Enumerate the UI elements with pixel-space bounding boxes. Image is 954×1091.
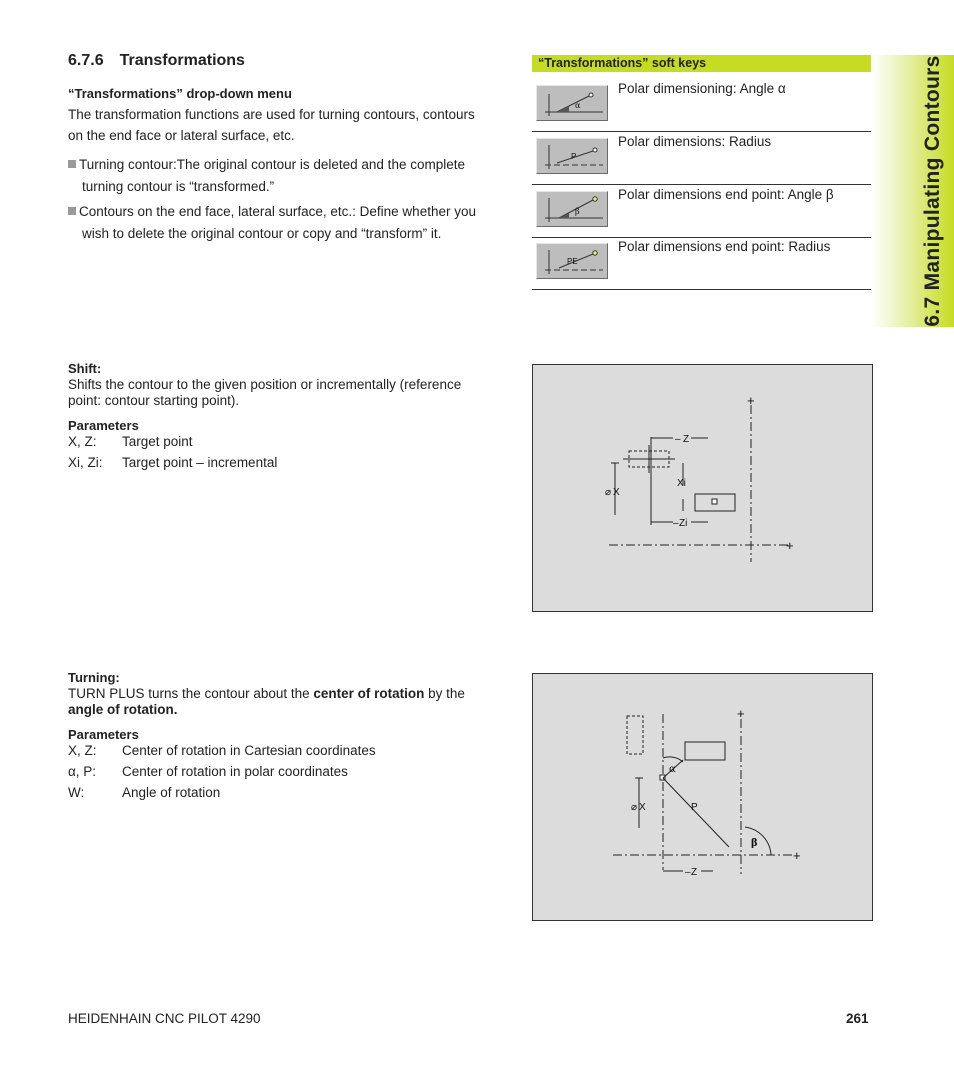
softkey-label: Polar dimensions end point: Angle β [618,187,834,202]
param-desc: Target point [122,434,193,449]
shift-params [68,431,277,473]
softkey-label: Polar dimensions: Radius [618,134,772,149]
section-heading [68,52,245,70]
plus-z-label: + [793,848,801,863]
z-dim-label: Z [683,434,690,445]
plus-z-label: + [786,538,794,553]
endpoint-angle-key-icon[interactable] [536,191,608,227]
intro-line: The transformation functions are used for turning contours, contours [68,107,475,122]
shift-description [68,377,461,409]
softkey-row [532,79,873,132]
turning-params-heading: Parameters [68,727,139,742]
bullet-item [68,201,476,245]
page-number: 261 [846,1011,869,1026]
key-glyph: β [575,207,580,216]
z-dim-label: Z [691,867,698,878]
turning-heading: Turning: [68,670,120,685]
param-key: Xi, Zi: [68,455,103,470]
endpoint-radius-key-icon[interactable] [536,243,608,279]
p-label: P [691,802,698,813]
bullet-square-icon [68,207,76,215]
footer-product: HEIDENHAIN CNC PILOT 4290 [68,1011,261,1026]
bullet-line: wish to delete the original contour or copy and “transform” it. [82,226,442,241]
chapter-side-tab-label: 6.7 Manipulating Contours [921,55,944,327]
bullet-item [68,154,465,198]
dropdown-heading: “Transformations” drop-down menu [68,86,292,101]
dropdown-intro [68,104,475,146]
softkey-label: Polar dimensions end point: Radius [618,239,831,254]
turning-description [68,686,465,718]
param-desc: Center of rotation in polar coordinates [122,764,348,779]
shift-figure [532,364,873,612]
plus-x-label: + [747,393,755,408]
bullet-square-icon [68,160,76,168]
x-dia-label: ⌀ X [605,487,620,498]
svg-text:–: – [685,867,691,878]
key-glyph: PE [567,257,578,266]
param-key: X, Z: [68,743,97,758]
turning-params [68,740,376,803]
plus-x-label: + [737,706,745,721]
turning-line: angle of rotation. [68,702,178,717]
param-row [68,782,376,803]
section-number: 6.7.6 [68,52,104,69]
chapter-side-tab [871,55,954,327]
key-glyph: α [575,101,581,110]
beta-label: β [751,838,758,849]
param-row [68,740,376,761]
shift-line: Shifts the contour to the given position or incrementally (reference [68,377,462,392]
key-glyph: P [571,152,577,161]
param-row [68,431,277,452]
param-key: α, P: [68,764,97,779]
param-desc: Target point – incremental [122,455,278,470]
section-title: Transformations [119,52,245,69]
xi-dim-label: Xi [677,478,686,489]
polar-angle-key-icon[interactable] [536,85,608,121]
svg-text:–: – [673,518,679,529]
param-key: X, Z: [68,434,97,449]
turning-line: TURN PLUS turns the contour about the center of rotation by the [68,686,465,701]
z-label: – [675,434,681,445]
x-dia-label: ⌀ X [631,802,646,813]
shift-params-heading: Parameters [68,418,139,433]
param-desc: Center of rotation in Cartesian coordinates [122,743,376,758]
param-row [68,761,376,782]
polar-radius-key-icon[interactable] [536,138,608,174]
bullet-line: Turning contour:The original contour is deleted and the complete [79,157,465,172]
intro-line: on the end face or lateral surface, etc. [68,128,295,143]
param-key: W: [68,785,85,800]
bullet-line: turning contour is “transformed.” [82,179,275,194]
bullet-line: Contours on the end face, lateral surface, etc.: Define whether you [79,204,476,219]
alpha-label: α [669,764,676,775]
softkey-label: Polar dimensioning: Angle α [618,81,786,96]
shift-heading: Shift: [68,361,102,376]
zi-dim-label: Zi [679,518,688,529]
turning-figure [532,673,873,921]
param-desc: Angle of rotation [122,785,221,800]
softkey-row [532,185,873,238]
shift-line: point: contour starting point). [68,393,240,408]
softkey-row [532,132,873,185]
param-row [68,452,277,473]
softkeys-header: “Transformations” soft keys [532,55,873,72]
softkey-row [532,237,873,290]
